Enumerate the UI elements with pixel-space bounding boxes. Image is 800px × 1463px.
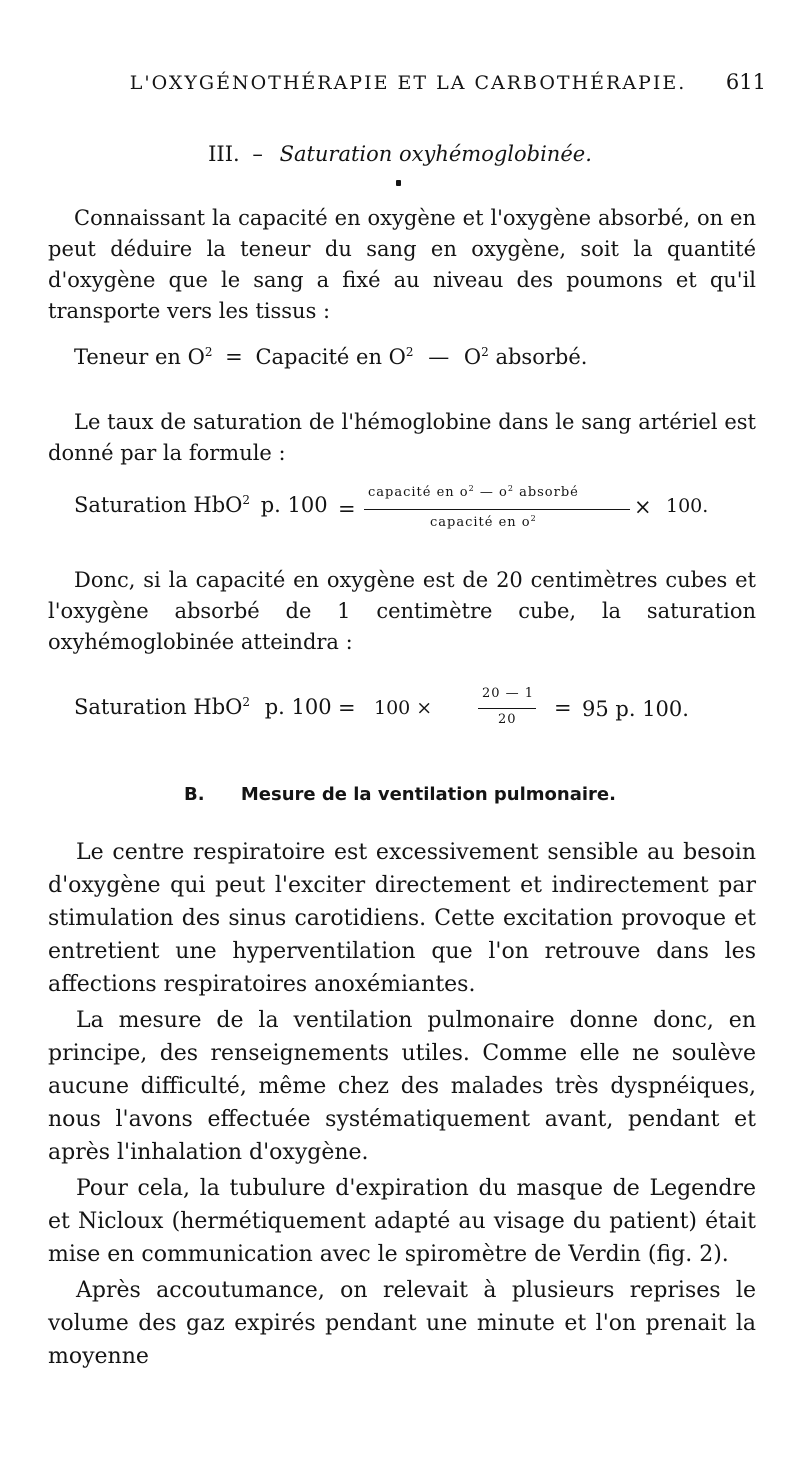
formula-hundred: 100. (666, 495, 709, 517)
example-result: 95 p. 100. (582, 697, 689, 721)
paragraph-method: Pour cela, la tubulure d'expiration du masque de Legendre et Nicloux (hermétiquement adapté au visage du patient) était mise en communication avec le spiromètre de Verdin (fig. 2). (48, 1176, 756, 1267)
paragraph-formula-intro: Le taux de saturation de l'hémoglobine dans le sang artériel est donné par la formule : (48, 410, 756, 465)
page-number: 611 (725, 70, 766, 94)
running-title: L'OXYGÉNOTHÉRAPIE ET LA CARBOTHÉRAPIE. (129, 72, 687, 94)
formula-equals: = (338, 497, 356, 521)
example-equals: = (338, 696, 356, 720)
paragraph-ventilation-measure: La mesure de la ventilation pulmonaire donne donc, en principe, des renseignements utiles. Comme elle ne soulève aucune difficulté, même chez des malades très dyspnéiques, nous l'avons effectuée systématiquement avant, pendant et après l'inhalation d'oxygène. (48, 1008, 756, 1165)
equation-teneur: Teneur en $O^2$ = Capacité en $O^2$ — $O^2$ absorbé. (74, 345, 588, 369)
example-numerator: 20 — 1 (482, 686, 535, 701)
section-heading (0, 142, 800, 166)
formula-denominator: capacité en $o^2$ (430, 514, 537, 530)
section-number: III. (208, 142, 240, 166)
example-lhs: Saturation HbO$^2$ p. 100 (74, 695, 332, 719)
subsection-letter: B. (184, 784, 205, 805)
formula-lhs: Saturation HbO$^2$ p. 100 (74, 493, 328, 517)
subsection-heading (0, 784, 800, 805)
bullet-mark (396, 180, 401, 186)
paragraph-example: Donc, si la capacité en oxygène est de 20 centimètres cubes et l'oxygène absorbé de 1 centimètre cube, la saturation oxyhémoglobinée atteindra : (48, 568, 756, 654)
section-title: Saturation oxyhémoglobinée. (279, 142, 592, 166)
example-denominator: 20 (498, 712, 517, 727)
example-fraction-bar (478, 708, 536, 709)
subsection-title: Mesure de la ventilation pulmonaire. (240, 784, 616, 805)
formula-fraction-bar (364, 509, 630, 510)
running-head (48, 70, 768, 98)
example-equals-2: = (554, 696, 572, 720)
paragraph-accoutumance: Après accoutumance, on relevait à plusieurs reprises le volume des gaz expirés pendant une minute et l'on prenait la moyenne (48, 1278, 756, 1369)
paragraph-respiratory-center: Le centre respiratoire est excessivement sensible au besoin d'oxygène qui peut l'exciter directement et indirectement par stimulation des sinus carotidiens. Cette excitation provoque et entretient une hyperventilation que l'on retrouve dans les affections respiratoires anoxémiantes. (48, 840, 756, 997)
paragraph-intro: Connaissant la capacité en oxygène et l'oxygène absorbé, on en peut déduire la teneur du sang en oxygène, soit la quantité d'oxygène que le sang a fixé au niveau des poumons et qu'il transporte vers les tissus : (48, 206, 756, 323)
example-hundred-times: 100 × (374, 697, 433, 719)
formula-times: × (634, 495, 652, 519)
section-dash: – (252, 142, 263, 166)
formula-numerator: capacité en $o^2$ — $o^2$ absorbé (368, 484, 579, 500)
